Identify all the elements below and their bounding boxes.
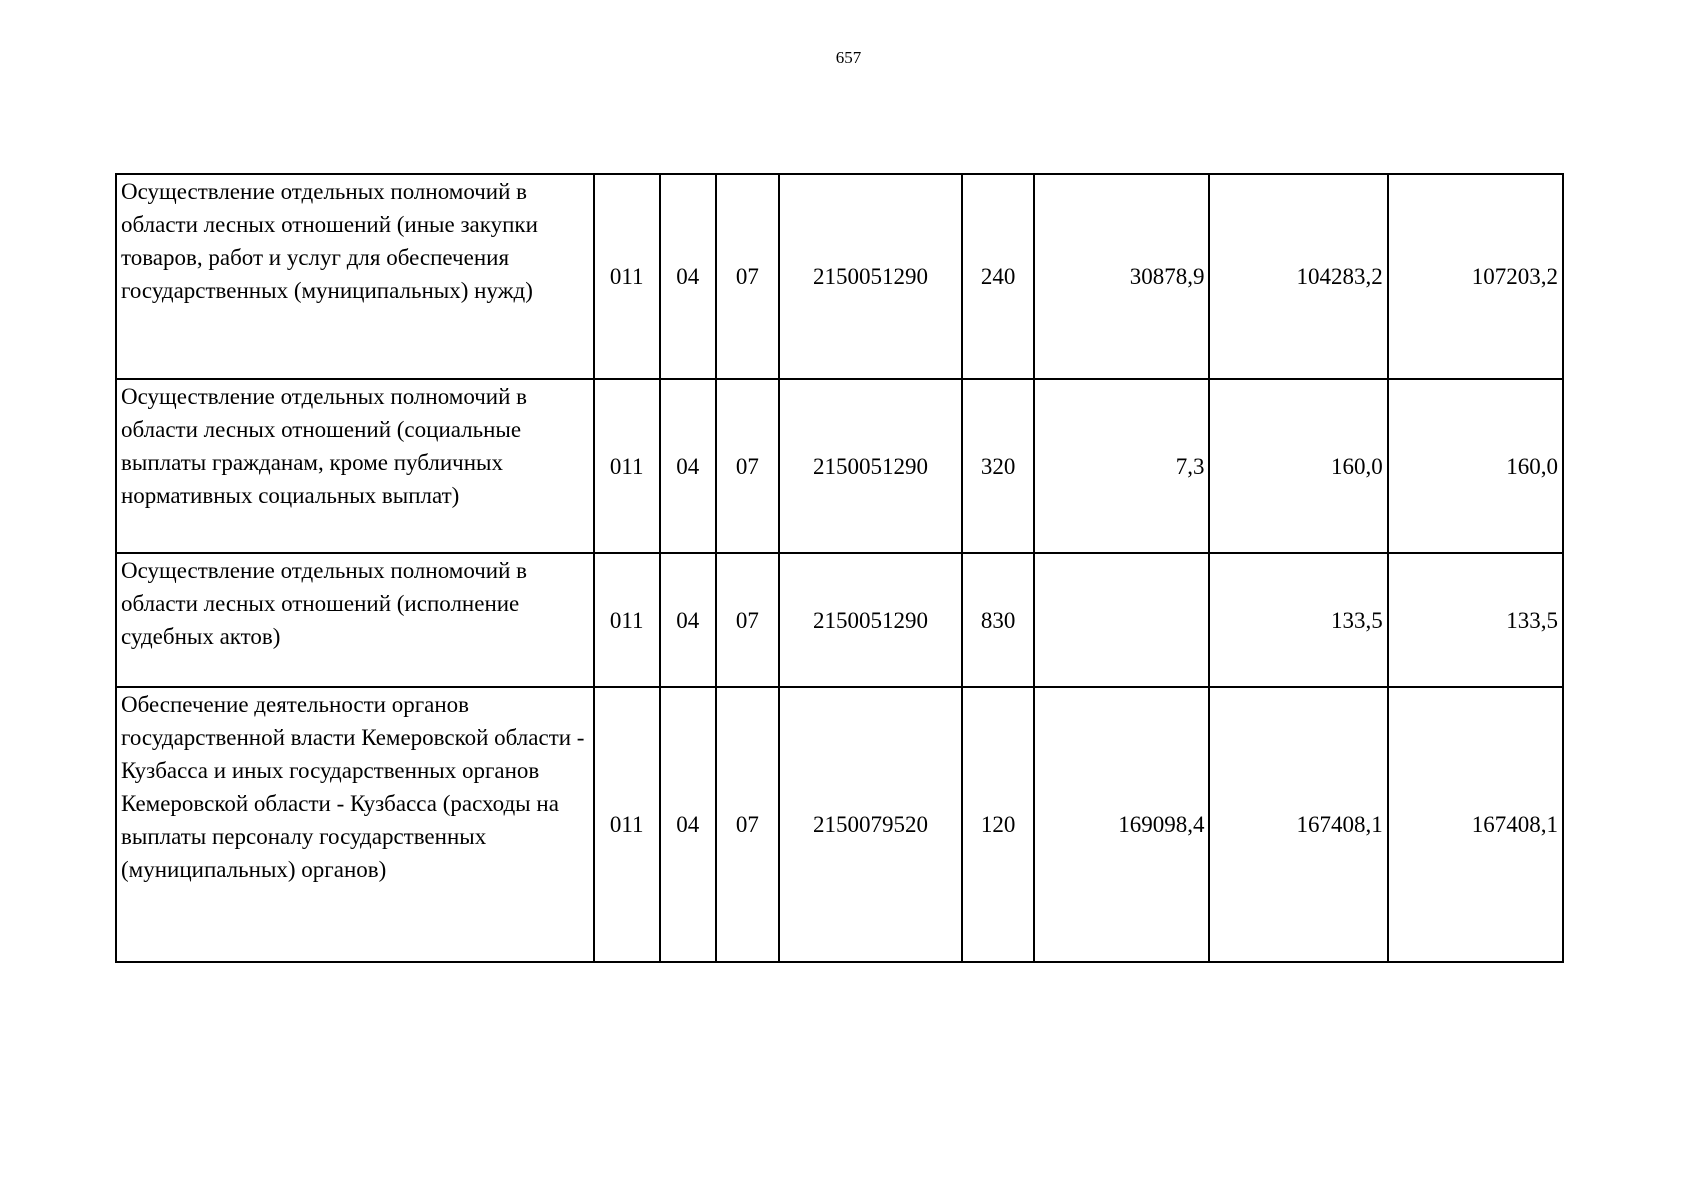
table-row [116,174,1563,379]
row-description: Осуществление отдельных полномочий в области лесных отношений (социальные выплаты гражданам, кроме публичных нормативных социальных выплат) [116,379,594,553]
amount-1: 169098,4 [1034,687,1209,962]
row-description: Обеспечение деятельности органов государственной власти Кемеровской области - Кузбасса и иных государственных органов Кемеровской области - Кузбасса (расходы на выплаты персоналу государственных (муниципальных) органов) [116,687,594,962]
budget-table [115,173,1564,963]
expense-type-code: 120 [962,687,1034,962]
amount-3: 107203,2 [1388,174,1563,379]
section-code: 04 [660,174,716,379]
ministry-code: 011 [594,379,660,553]
table-row [116,687,1563,962]
amount-3: 133,5 [1388,553,1563,687]
target-article-code: 2150079520 [779,687,962,962]
amount-2: 133,5 [1209,553,1387,687]
row-description: Осуществление отдельных полномочий в области лесных отношений (исполнение судебных актов) [116,553,594,687]
section-code: 04 [660,687,716,962]
section-code: 04 [660,553,716,687]
amount-2: 167408,1 [1209,687,1387,962]
table-row [116,553,1563,687]
subsection-code: 07 [716,553,779,687]
table-row [116,379,1563,553]
amount-3: 160,0 [1388,379,1563,553]
amount-2: 104283,2 [1209,174,1387,379]
row-description: Осуществление отдельных полномочий в области лесных отношений (иные закупки товаров, работ и услуг для обеспечения государственных (муниципальных) нужд) [116,174,594,379]
amount-1: 7,3 [1034,379,1209,553]
page-number: 657 [835,48,862,67]
target-article-code: 2150051290 [779,174,962,379]
expense-type-code: 240 [962,174,1034,379]
ministry-code: 011 [594,174,660,379]
ministry-code: 011 [594,553,660,687]
target-article-code: 2150051290 [779,553,962,687]
target-article-code: 2150051290 [779,379,962,553]
ministry-code: 011 [594,687,660,962]
subsection-code: 07 [716,379,779,553]
subsection-code: 07 [716,174,779,379]
amount-1: 30878,9 [1034,174,1209,379]
amount-1 [1034,553,1209,687]
amount-3: 167408,1 [1388,687,1563,962]
expense-type-code: 320 [962,379,1034,553]
amount-2: 160,0 [1209,379,1387,553]
section-code: 04 [660,379,716,553]
subsection-code: 07 [716,687,779,962]
expense-type-code: 830 [962,553,1034,687]
